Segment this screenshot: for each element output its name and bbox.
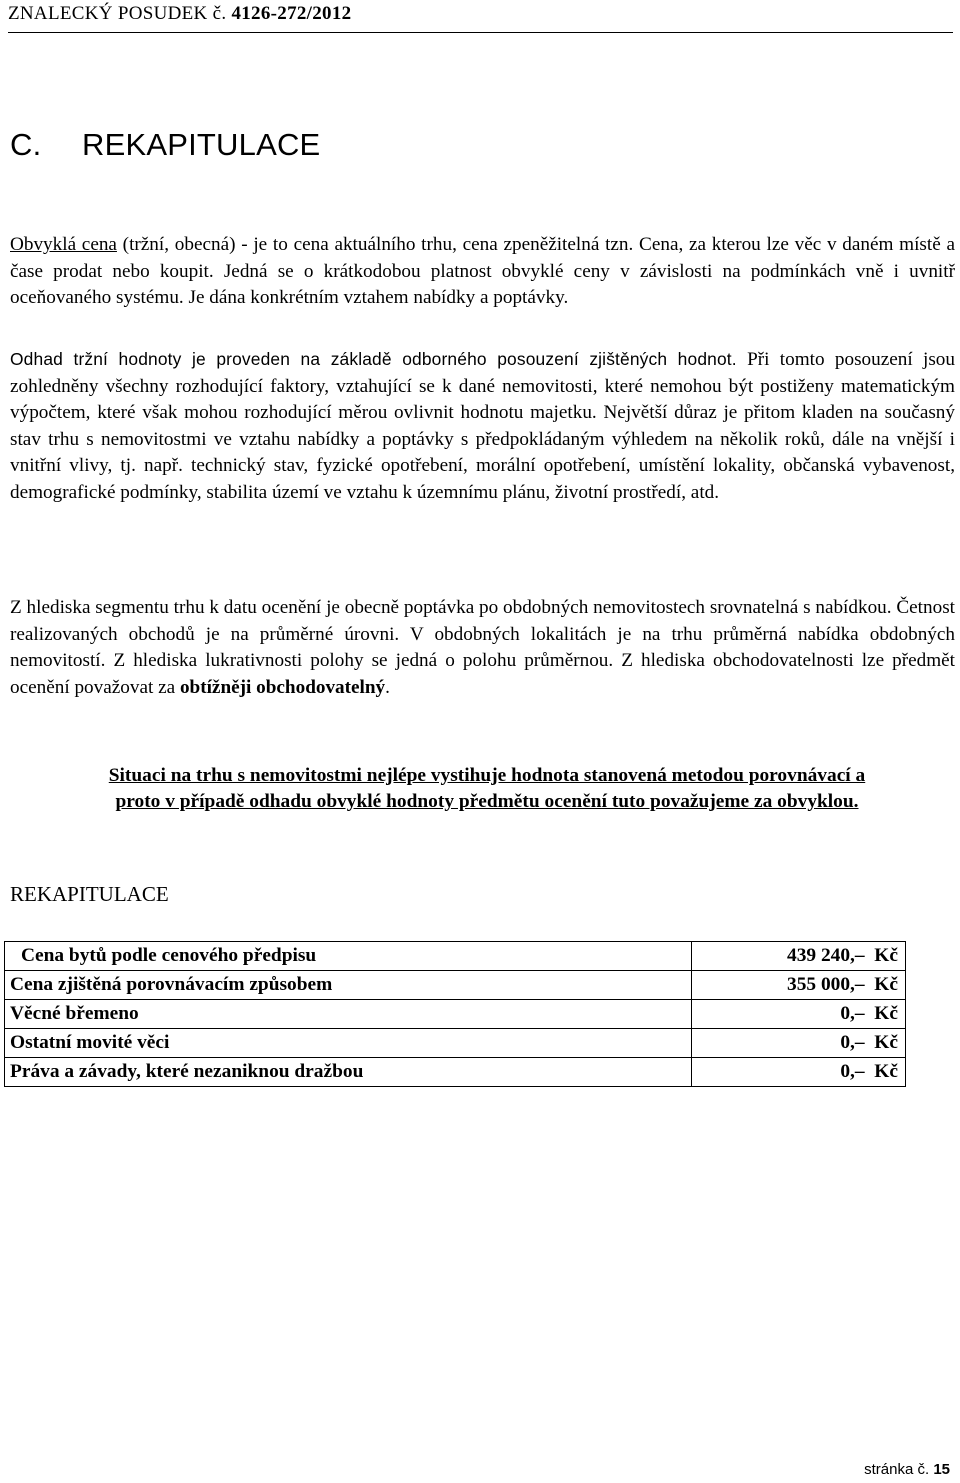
row-currency: Kč xyxy=(874,1003,898,1024)
paragraph-obvykla-cena-text: (tržní, obecná) - je to cena aktuálního trhu, cena zpeněžitelná tzn. Cena, za kterou lze věc v daném místě a čase prodat nebo koupit. Jedná se o krátkodobou platnost obvyklé ceny v závislosti na podmínkách vně i uvnitř oceňovaného systému. Je dána konkrétním vztahem nabídky a poptávky. xyxy=(10,234,955,308)
row-currency: Kč xyxy=(874,945,898,966)
header-document-number: 4126-272/2012 xyxy=(231,3,352,24)
row-value xyxy=(692,1000,906,1029)
page-number: 15 xyxy=(933,1461,950,1478)
row-currency: Kč xyxy=(874,1061,898,1082)
row-label: Věcné břemeno xyxy=(5,1000,692,1029)
row-value xyxy=(692,1029,906,1058)
paragraph-odhad-lead: Odhad tržní hodnoty je proveden na základě odborného posouzení zjištěných hodnot. xyxy=(10,349,737,369)
paragraph-obvykla-cena xyxy=(10,232,955,312)
row-label: Ostatní movité věci xyxy=(5,1029,692,1058)
situace-line-1: Situaci na trhu s nemovitostmi nejlépe vystihuje hodnota stanovená metodou porovnávací a xyxy=(108,765,866,786)
table-row xyxy=(5,1029,906,1058)
table-row xyxy=(5,1000,906,1029)
row-amount: 0,– xyxy=(840,1032,865,1053)
section-title xyxy=(10,125,320,165)
section-code: C. xyxy=(10,127,42,162)
row-value xyxy=(692,942,906,971)
term-obvykla-cena: Obvyklá cena xyxy=(10,234,117,255)
row-label: Cena zjištěná porovnávacím způsobem xyxy=(5,971,692,1000)
paragraph-odhad xyxy=(10,346,955,506)
row-amount: 355 000,– xyxy=(787,974,865,995)
row-amount: 0,– xyxy=(840,1061,865,1082)
row-value xyxy=(692,1058,906,1087)
row-currency: Kč xyxy=(874,1032,898,1053)
row-currency: Kč xyxy=(874,974,898,995)
row-amount: 439 240,– xyxy=(787,945,865,966)
row-amount: 0,– xyxy=(840,1003,865,1024)
document-header xyxy=(8,0,953,33)
paragraph-odhad-text: Při tomto posouzení jsou zohledněny všechny rozhodující faktory, vztahující se k dané nemovitosti, které nemohou být postiženy matematickým výpočtem, které však mohou rozhodující měrou ovlivnit hodnotu majetku. Největší důraz je přitom kladen na současný stav trhu s nemovitostmi ve vztahu nabídky a poptávky s předpokládaným výhledem na několik roků, dále na vnější i vnitřní vlivy, tj. např. technický stav, fyzické opotřebení, morální opotřebení, umístění lokality, občanská vybavenost, demografické podmínky, stabilita území ve vztahu k územnímu plánu, životní prostředí, atd. xyxy=(10,349,955,503)
paragraph-segment-trhu-bold: obtížněji obchodovatelný xyxy=(179,676,386,698)
table-row xyxy=(5,971,906,1000)
paragraph-segment-trhu-text: Z hlediska segmentu trhu k datu ocenění je obecně poptávka po obdobných nemovitostech srovnatelná s nabídkou. Četnost realizovaných obchodů je na průměrné úrovni. V obdobných lokalitách je na trhu průměrná nabídka obdobných nemovitostí. Z hlediska lukrativnosti polohy se jedná o polohu průměrnou. Z hlediska obchodovatelnosti lze předmět ocenění považovat za xyxy=(10,597,955,698)
footer-label: stránka č. xyxy=(864,1461,930,1478)
table-row xyxy=(5,1058,906,1087)
page-footer xyxy=(864,1461,950,1479)
table-row xyxy=(5,942,906,971)
paragraph-segment-trhu-end: . xyxy=(385,676,390,698)
rekapitulace-heading: REKAPITULACE xyxy=(10,882,169,906)
paragraph-segment-trhu xyxy=(10,595,955,701)
row-label: Práva a závady, které nezaniknou dražbou xyxy=(5,1058,692,1087)
section-title-text: REKAPITULACE xyxy=(82,127,321,162)
row-label: Cena bytů podle cenového předpisu xyxy=(5,942,692,971)
situace-line-2: proto v případě odhadu obvyklé hodnoty předmětu ocenění tuto považujeme za obvyklou. xyxy=(115,791,859,812)
header-title: ZNALECKÝ POSUDEK č. xyxy=(8,3,227,24)
row-value xyxy=(692,971,906,1000)
rekapitulace-table xyxy=(4,941,906,1087)
